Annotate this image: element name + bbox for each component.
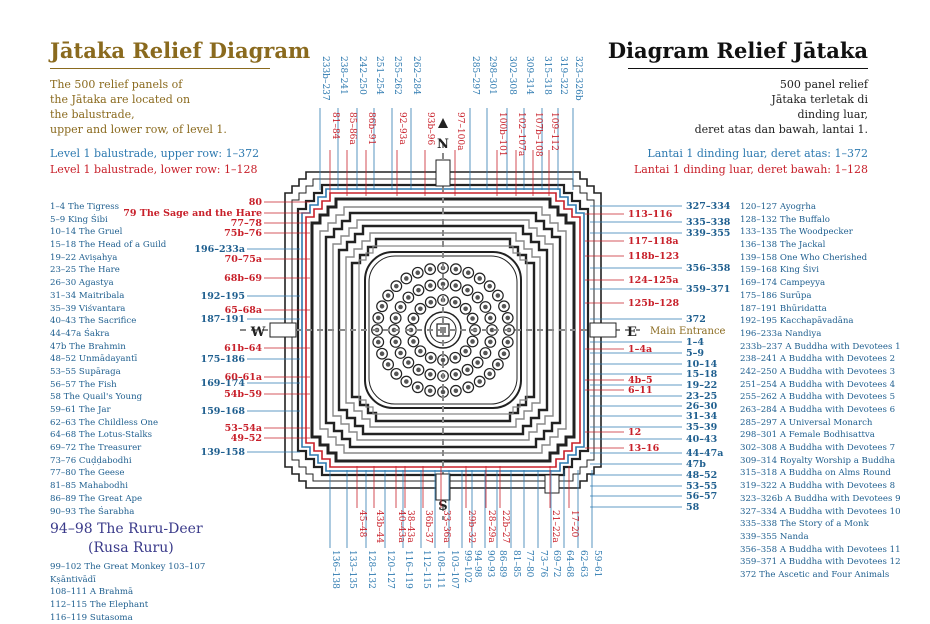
- stupa-inner-ring-core: [470, 339, 475, 344]
- right-panel-label: 113–116: [628, 209, 673, 220]
- right-panel-label: 13–16: [628, 443, 660, 454]
- top-panel-label: 238–241: [338, 56, 348, 95]
- story-list-item: 31–34 Maitribala: [50, 290, 125, 301]
- stupa-middle-ring-core: [416, 288, 421, 293]
- left-panel-label: 70–75a: [224, 254, 262, 265]
- stupa-inner-ring-core: [453, 300, 458, 305]
- story-list-item: 86–89 The Great Ape: [50, 493, 143, 504]
- story-list-item: 196–233a Nandiya: [740, 328, 822, 339]
- story-list-item: 298–301 A Female Bodhisattva: [740, 430, 875, 441]
- left-panel-label: 53–54a: [224, 423, 262, 434]
- left-panel-label: 175–186: [200, 354, 245, 365]
- intro-line: 500 panel relief: [779, 78, 868, 91]
- bottom-panel-label: 29b–32: [466, 510, 476, 544]
- left-panel-label: 77–78: [230, 218, 262, 229]
- stupa-outer-ring-core: [477, 379, 482, 384]
- bottom-panel-label: 62–63: [578, 550, 588, 578]
- stupa-outer-ring-core: [466, 385, 471, 390]
- bottom-panel-label: 40–43a: [396, 510, 406, 543]
- story-list-item: 90–93 The Śarabha: [50, 506, 135, 517]
- right-panel-label: 12: [628, 427, 642, 438]
- compass-north: N: [437, 137, 449, 152]
- top-panel-label: 93b–96: [425, 112, 435, 146]
- right-panel-label: 10–14: [686, 359, 718, 370]
- story-list-item: 56–57 The Fish: [50, 379, 117, 390]
- bottom-panel-label: 38–43a: [405, 510, 415, 543]
- top-panel-label: 233b–237: [320, 56, 330, 101]
- stupa-outer-ring-core: [487, 372, 492, 377]
- stupa-middle-ring-core: [475, 295, 480, 300]
- main-entrance-label: Main Entrance: [650, 326, 726, 337]
- left-panel-label: 60–61a: [224, 372, 262, 383]
- story-list-item: 64–68 The Lotus-Stalks: [50, 430, 152, 441]
- stupa-inner-ring-core: [411, 316, 416, 321]
- stupa-outer-ring-core: [477, 276, 482, 281]
- right-panel-label: 335–338: [686, 217, 731, 228]
- story-list-item: 187–191 Bhūridatta: [740, 303, 827, 314]
- story-list-item: 192–195 Kacchapāvadāna: [740, 316, 854, 327]
- story-list-item: 47b The Brahmin: [50, 341, 126, 352]
- right-panel-label: 6–11: [628, 385, 653, 396]
- bottom-panel-label: 28–29a: [486, 510, 496, 543]
- stupa-middle-ring-core: [393, 340, 398, 345]
- stupa-middle-ring-core: [428, 283, 433, 288]
- title-english: Jātaka Relief Diagram: [50, 38, 311, 63]
- stupa-middle-ring-core: [416, 368, 421, 373]
- stupa-middle-ring-core: [483, 305, 488, 310]
- top-panel-label: 92–93a: [397, 112, 407, 145]
- stupa-outer-ring-core: [386, 293, 391, 298]
- story-list-item: 251–254 A Buddha with Devotees 4: [740, 379, 896, 390]
- south-stair: [436, 474, 450, 500]
- story-list-item: 238–241 A Buddha with Devotees 2: [740, 354, 896, 365]
- stupa-middle-ring-core: [475, 360, 480, 365]
- compass-south: S: [438, 499, 448, 514]
- ruru-deer-title: 94–98 The Ruru-Deer: [50, 521, 203, 537]
- right-panel-label: 56–57: [686, 491, 718, 502]
- top-panel-label: 262–284: [411, 56, 421, 95]
- stupa-outer-ring-core: [380, 351, 385, 356]
- story-list-item: 319–322 A Buddha with Devotees 8: [740, 481, 896, 492]
- story-list-item: 128–132 The Buffalo: [740, 214, 830, 225]
- top-panel-label: 242–250: [357, 56, 367, 95]
- left-panel-label: 169–174: [200, 378, 245, 389]
- story-list-item: 356–358 A Buddha with Devotees 11: [740, 544, 901, 555]
- stupa-middle-ring-core: [393, 316, 398, 321]
- stupa-middle-ring-core: [465, 368, 470, 373]
- story-list-item: 59–61 The Jar: [50, 405, 111, 415]
- title-indonesian: Diagram Relief Jātaka: [607, 38, 868, 63]
- stupa-outer-ring-core: [454, 267, 459, 272]
- intro-line: the balustrade,: [50, 108, 135, 121]
- story-list-item: 15–18 The Head of a Guild: [50, 240, 167, 251]
- bottom-panel-label: 116–119: [403, 550, 413, 589]
- stupa-middle-ring-core: [488, 316, 493, 321]
- stupa-outer-ring-core: [404, 379, 409, 384]
- top-panel-label: 285–297: [470, 56, 480, 95]
- right-panel-label: 1–4: [686, 337, 704, 348]
- left-panel-label: 68b–69: [224, 273, 262, 284]
- right-panel-label: 356–358: [686, 263, 731, 274]
- stupa-inner-ring-core: [418, 349, 423, 354]
- story-list-item: 327–334 A Buddha with Devotees 10: [740, 506, 901, 517]
- stupa-inner-ring-core: [428, 300, 433, 305]
- left-panel-label: 65–68a: [224, 305, 262, 316]
- top-panel-label: 309–314: [524, 56, 534, 95]
- right-panel-label: 26–30: [686, 401, 718, 412]
- story-list-item: 116–119 Sutasoma: [50, 612, 133, 623]
- right-panel-label: 48–52: [686, 470, 718, 481]
- stupa-inner-ring-core: [418, 306, 423, 311]
- bottom-panel-label: 86–89: [497, 550, 507, 578]
- story-list-item: 242–250 A Buddha with Devotees 3: [740, 366, 896, 377]
- right-panel-label: 124–125a: [628, 275, 679, 286]
- stupa-outer-ring-core: [496, 362, 501, 367]
- bottom-panel-label: 73–76: [538, 550, 548, 578]
- stupa-outer-ring-core: [394, 284, 399, 289]
- stupa-outer-ring-core: [505, 340, 510, 345]
- story-list-item: 77–80 The Geese: [50, 468, 125, 479]
- top-panel-label: 102–107a: [516, 112, 526, 157]
- stupa-inner-ring-core: [463, 349, 468, 354]
- stupa-outer-ring-core: [376, 340, 381, 345]
- top-panel-label: 86b–91: [366, 112, 376, 146]
- right-panel-label: 327–334: [686, 201, 731, 212]
- left-panel-label: 49–52: [230, 433, 262, 444]
- top-panel-label: 85–86a: [347, 112, 357, 145]
- left-panel-label: 187–191: [200, 314, 245, 325]
- story-list-item: 10–14 The Gruel: [50, 227, 123, 238]
- story-list-item: 62–63 The Childless One: [50, 417, 159, 428]
- stupa-outer-ring-core: [415, 270, 420, 275]
- story-list-item: 99–102 The Great Monkey 103–107: [50, 562, 206, 572]
- story-list-item: 19–22 Aviṣahya: [50, 252, 118, 263]
- right-panel-label: 53–55: [686, 481, 718, 492]
- right-panel-label: 15–18: [686, 369, 718, 380]
- top-panel-label: 255–262: [392, 56, 402, 95]
- stupa-outer-ring-core: [496, 293, 501, 298]
- story-list-item: 120–127 Ayogṛha: [740, 202, 816, 212]
- right-panel-label: 4b–5: [628, 375, 653, 386]
- bottom-panel-label: 99–102: [462, 550, 472, 584]
- story-list-item: 309–314 Royalty Worship a Buddha: [740, 455, 896, 466]
- stupa-outer-ring-core: [428, 267, 433, 272]
- stupa-inner-ring-core: [411, 339, 416, 344]
- right-panel-label: 47b: [686, 459, 706, 470]
- compass-east: E: [627, 325, 637, 340]
- story-list-item: 359–371 A Buddha with Devotees 12: [740, 557, 901, 568]
- left-panel-label: 196–233a: [194, 244, 245, 255]
- bottom-panel-label: 43b–44: [374, 510, 384, 544]
- stupa-outer-ring-core: [502, 304, 507, 309]
- bottom-panel-label: 90–93: [485, 550, 495, 578]
- intro-line: dinding luar,: [797, 108, 868, 121]
- bottom-panel-label: 133–135: [347, 550, 357, 589]
- right-panel-label: 339–355: [686, 228, 731, 239]
- stupa-middle-ring-core: [398, 305, 403, 310]
- top-panel-label: 81–84: [330, 112, 340, 140]
- bottom-panel-label: 120–127: [385, 550, 395, 589]
- bottom-panel-label: 21–22a: [550, 510, 560, 543]
- stupa-inner-ring-core: [453, 355, 458, 360]
- top-panel-label: 97–100a: [455, 112, 465, 151]
- left-panel-label: 159–168: [200, 406, 245, 417]
- stupa-outer-ring-core: [487, 284, 492, 289]
- right-panel-label: 19–22: [686, 380, 718, 391]
- story-list-item: 26–30 Agastya: [50, 278, 114, 289]
- story-list-item: 255–262 A Buddha with Devotees 5: [740, 392, 896, 403]
- bottom-panel-label: 94–98: [472, 550, 482, 578]
- stupa-middle-ring-core: [488, 340, 493, 345]
- story-list-item: 139–158 One Who Cherished: [740, 252, 868, 263]
- story-list-item: 53–55 Supāraga: [50, 366, 121, 377]
- stupa-outer-ring-core: [502, 351, 507, 356]
- story-list-item: 302–308 A Buddha with Devotees 7: [740, 443, 896, 454]
- story-list-item: 263–284 A Buddha with Devotees 6: [740, 405, 896, 415]
- story-list-item: 175–186 Surūpa: [740, 290, 812, 301]
- top-panel-label: 323–326b: [573, 56, 583, 101]
- right-panel-label: 35–39: [686, 422, 718, 433]
- intro-line: The 500 relief panels of: [50, 78, 183, 91]
- story-list-item: Kṣāntivādī: [50, 574, 96, 585]
- left-panel-label: 79 The Sage and the Hare: [123, 208, 262, 219]
- intro-line: deret atas dan bawah, lantai 1.: [694, 123, 868, 136]
- stupa-outer-ring-core: [454, 389, 459, 394]
- story-list-item: 58 The Quail's Young: [50, 392, 143, 403]
- top-panel-label: 251–254: [374, 56, 384, 95]
- left-panel-label: 75b–76: [224, 228, 262, 239]
- top-panel-label: 100b–101: [497, 112, 507, 157]
- stupa-outer-ring-core: [404, 276, 409, 281]
- level-lower-english: Level 1 balustrade, lower row: 1–128: [50, 163, 258, 176]
- top-panel-label: 315–318: [542, 56, 552, 95]
- story-list-item: 5–9 King Śibi: [50, 214, 108, 225]
- bottom-panel-label: 77–80: [524, 550, 534, 578]
- story-list-item: 285–297 A Universal Monarch: [740, 417, 873, 428]
- right-panel-label: 359–371: [686, 284, 731, 295]
- story-list-item: 81–85 Mahabodhi: [50, 481, 128, 492]
- story-list-item: 136–138 The Jackal: [740, 240, 826, 251]
- stupa-middle-ring-core: [428, 372, 433, 377]
- story-list-item: 133–135 The Woodpecker: [740, 227, 853, 238]
- stupa-outer-ring-core: [441, 390, 446, 395]
- corner-stair: [545, 475, 559, 493]
- stupa-middle-ring-core: [465, 288, 470, 293]
- right-panel-label: 117–118a: [628, 236, 679, 247]
- story-list-item: 335–338 The Story of a Monk: [740, 519, 869, 530]
- stupa-outer-ring-core: [386, 362, 391, 367]
- intro-line: upper and lower row, of level 1.: [50, 123, 227, 136]
- stupa-middle-ring-core: [398, 351, 403, 356]
- right-panel-label: 58: [686, 502, 700, 513]
- right-panel-label: 118b–123: [628, 251, 680, 262]
- story-list-item: 112–115 The Elephant: [50, 600, 149, 611]
- east-stair: [590, 323, 616, 337]
- story-list-item: 35–39 Viśvantara: [50, 303, 126, 314]
- bottom-panel-label: 59–61: [592, 550, 602, 578]
- story-list-item: 69–72 The Treasurer: [50, 443, 142, 454]
- top-panel-label: 298–301: [487, 56, 497, 95]
- stupa-outer-ring-core: [380, 304, 385, 309]
- story-list-item: 44–47a Śakra: [50, 328, 110, 339]
- right-panel-label: 40–43: [686, 434, 718, 445]
- story-list-item: 323–326b A Buddha with Devotees 9: [740, 493, 901, 504]
- story-list-item: 73–76 Cuḍḍabodhi: [50, 455, 132, 466]
- top-panel-label: 302–308: [507, 56, 517, 95]
- stupa-outer-ring-core: [376, 316, 381, 321]
- bottom-panel-label: 17–20: [569, 510, 579, 538]
- stupa-inner-ring-core: [463, 306, 468, 311]
- stupa-outer-ring-core: [415, 385, 420, 390]
- right-panel-label: 44–47a: [686, 448, 724, 459]
- north-stair: [436, 160, 450, 186]
- stupa-outer-ring-core: [466, 270, 471, 275]
- story-list-item: 339–355 Nanda: [740, 531, 809, 542]
- intro-line: the Jātaka are located on: [50, 93, 191, 106]
- left-panel-label: 192–195: [200, 291, 245, 302]
- right-panel-label: 23–25: [686, 391, 718, 402]
- stupa-inner-ring-core: [441, 358, 446, 363]
- intro-line: Jātaka terletak di: [771, 93, 868, 106]
- left-panel-label: 61b–64: [224, 343, 262, 354]
- stupa-inner-ring-core: [470, 316, 475, 321]
- bottom-panel-label: 103–107: [449, 550, 459, 589]
- bottom-panel-label: 33–36a: [441, 510, 451, 543]
- bottom-panel-label: 22b–27: [500, 510, 510, 544]
- ruru-deer-subtitle: (Rusa Ruru): [88, 540, 174, 556]
- top-panel-label: 109–112: [549, 112, 559, 151]
- stupa-inner-ring-core: [428, 355, 433, 360]
- level-lower-indonesian: Lantai 1 dinding luar, deret bawah: 1–128: [633, 163, 868, 176]
- west-stair: [270, 323, 296, 337]
- right-panel-label: 125b–128: [628, 298, 680, 309]
- north-arrow-icon: [438, 118, 448, 128]
- right-panel-label: 5–9: [686, 348, 704, 359]
- level-upper-english: Level 1 balustrade, upper row: 1–372: [50, 147, 260, 160]
- bottom-panel-label: 45–48: [357, 510, 367, 538]
- stupa-middle-ring-core: [483, 351, 488, 356]
- left-panel-label: 80: [248, 197, 262, 208]
- bottom-panel-label: 128–132: [366, 550, 376, 589]
- top-panel-label: 319–322: [558, 56, 568, 95]
- story-list-item: 48–52 Unmādayantī: [50, 354, 138, 365]
- stupa-middle-ring-core: [406, 295, 411, 300]
- stupa-middle-ring-core: [453, 372, 458, 377]
- bottom-panel-label: 36b–37: [423, 510, 433, 544]
- compass-west: W: [250, 325, 266, 340]
- right-panel-label: 31–34: [686, 411, 718, 422]
- bottom-panel-label: 81–85: [511, 550, 521, 578]
- story-list-item: 1–4 The Tigress: [50, 202, 120, 212]
- stupa-middle-ring-core: [453, 283, 458, 288]
- bottom-panel-label: 64–68: [564, 550, 574, 578]
- right-panel-label: 372: [686, 314, 706, 325]
- level-upper-indonesian: Lantai 1 dinding luar, deret atas: 1–372: [647, 147, 868, 160]
- story-list-item: 372 The Ascetic and Four Animals: [740, 569, 890, 580]
- left-panel-label: 139–158: [200, 447, 245, 458]
- stupa-outer-ring-core: [428, 389, 433, 394]
- story-list-item: 40–43 The Sacrifice: [50, 316, 137, 327]
- bottom-panel-label: 108–111: [435, 550, 445, 589]
- bottom-panel-label: 69–72: [551, 550, 561, 578]
- story-list-item: 159–168 King Śivi: [740, 265, 820, 276]
- top-panel-label: 107b–108: [533, 112, 543, 157]
- story-list-item: 315–318 A Buddha on Alms Round: [740, 468, 891, 479]
- stupa-outer-ring-core: [505, 316, 510, 321]
- bottom-panel-label: 112–115: [421, 550, 431, 589]
- stupa-outer-ring-core: [394, 372, 399, 377]
- bottom-panel-label: 136–138: [330, 550, 340, 589]
- stupa-middle-ring-core: [406, 360, 411, 365]
- story-list-item: 169–174 Campeyya: [740, 278, 826, 289]
- left-panel-label: 54b–59: [224, 389, 262, 400]
- story-list-item: 23–25 The Hare: [50, 265, 120, 276]
- story-list-item: 233b–237 A Buddha with Devotees 1: [740, 341, 901, 352]
- right-panel-label: 1–4a: [628, 344, 653, 355]
- story-list-item: 108–111 A Brahmā: [50, 587, 134, 598]
